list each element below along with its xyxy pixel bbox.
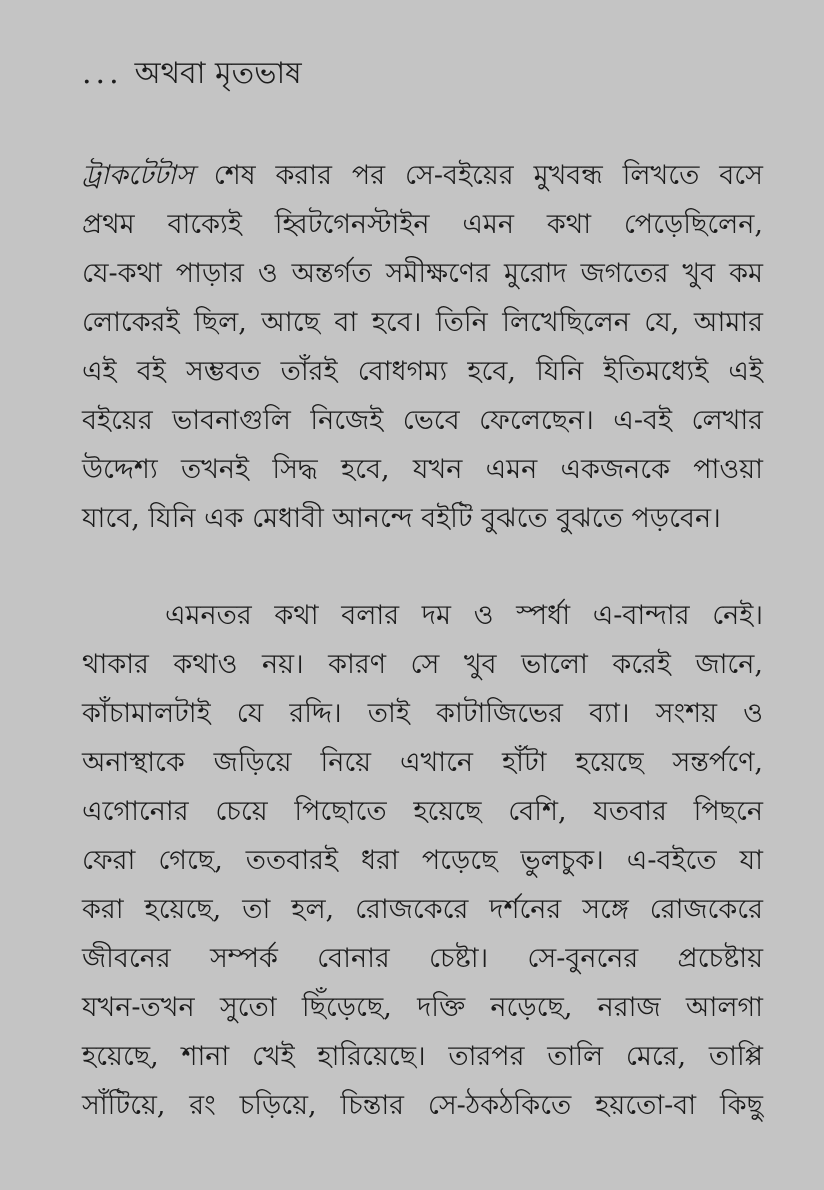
paragraph-1-line: লোকেরই ছিল, আছে বা হবে। তিনি লিখেছিলেন যে, আমার — [82, 307, 763, 338]
chapter-heading — [82, 52, 302, 96]
heading-title: অথবা মৃতভাষ — [134, 56, 302, 91]
paragraph-2-line: ফেরা গেছে, ততবারই ধরা পড়েছে ভুলচুক। এ-বইতে যা — [82, 845, 763, 876]
paragraph-2-line: হয়েছে, শানা খেই হারিয়েছে। তারপর তালি মেরে, তাপ্পি — [82, 1041, 763, 1072]
paragraph-2-line: অনাস্থাকে জড়িয়ে নিয়ে এখানে হাঁটা হয়েছে সন্তর্পণে, — [82, 747, 763, 778]
paragraph-1-line: যাবে, যিনি এক মেধাবী আনন্দে বইটি বুঝতে বুঝতে পড়বেন। — [82, 503, 721, 534]
book-title-italic: ট্রাকটেটাস — [82, 160, 194, 191]
paragraph-2-line: এগোনোর চেয়ে পিছোতে হয়েছে বেশি, যতবার পিছনে — [82, 796, 763, 827]
paragraph-1-line: প্রথম বাক্যেই হ্বিটগেনস্টাইন এমন কথা পেড়েছিলেন, — [82, 209, 763, 240]
paragraph-1-line: যে-কথা পাড়ার ও অন্তর্গত সমীক্ষণের মুরোদ জগতের খুব কম — [82, 258, 763, 289]
paragraph-2-line: জীবনের সম্পর্ক বোনার চেষ্টা। সে-বুননের প্রচেষ্টায় — [82, 943, 763, 974]
paragraph-2-line: করা হয়েছে, তা হল, রোজকেরে দর্শনের সঙ্গে রোজকেরে — [82, 894, 763, 925]
paragraph-1-line: উদ্দেশ্য তখনই সিদ্ধ হবে, যখন এমন একজনকে পাওয়া — [82, 454, 763, 485]
paragraph-2-line: কাঁচামালটাই যে রদ্দি। তাই কাটাজিভের ব্যা। সংশয় ও — [82, 698, 763, 729]
line-text: শেষ করার পর সে-বইয়ের মুখবন্ধ লিখতে বসে — [213, 160, 763, 191]
paragraph-2-line: সাঁটিয়ে, রং চড়িয়ে, চিন্তার সে-ঠকঠকিতে হয়তো-বা কিছু — [82, 1090, 763, 1121]
paragraph-1-line: এই বই সম্ভবত তাঁরই বোধগম্য হবে, যিনি ইতিমধ্যেই এই — [82, 356, 763, 387]
paragraph-1-line — [82, 152, 763, 200]
paragraph-2-line: থাকার কথাও নয়। কারণ সে খুব ভালো করেই জানে, — [82, 649, 763, 680]
paragraph-1-line: বইয়ের ভাবনাগুলি নিজেই ভেবে ফেলেছেন। এ-বই লেখার — [82, 405, 763, 436]
heading-ellipsis: ... — [82, 56, 123, 91]
paragraph-2-line: যখন-তখন সুতো ছিঁড়েছে, দক্তি নড়েছে, নরাজ আলগা — [82, 992, 763, 1023]
paragraph-2-line: এমনতর কথা বলার দম ও স্পর্ধা এ-বান্দার নেই। — [165, 600, 763, 631]
